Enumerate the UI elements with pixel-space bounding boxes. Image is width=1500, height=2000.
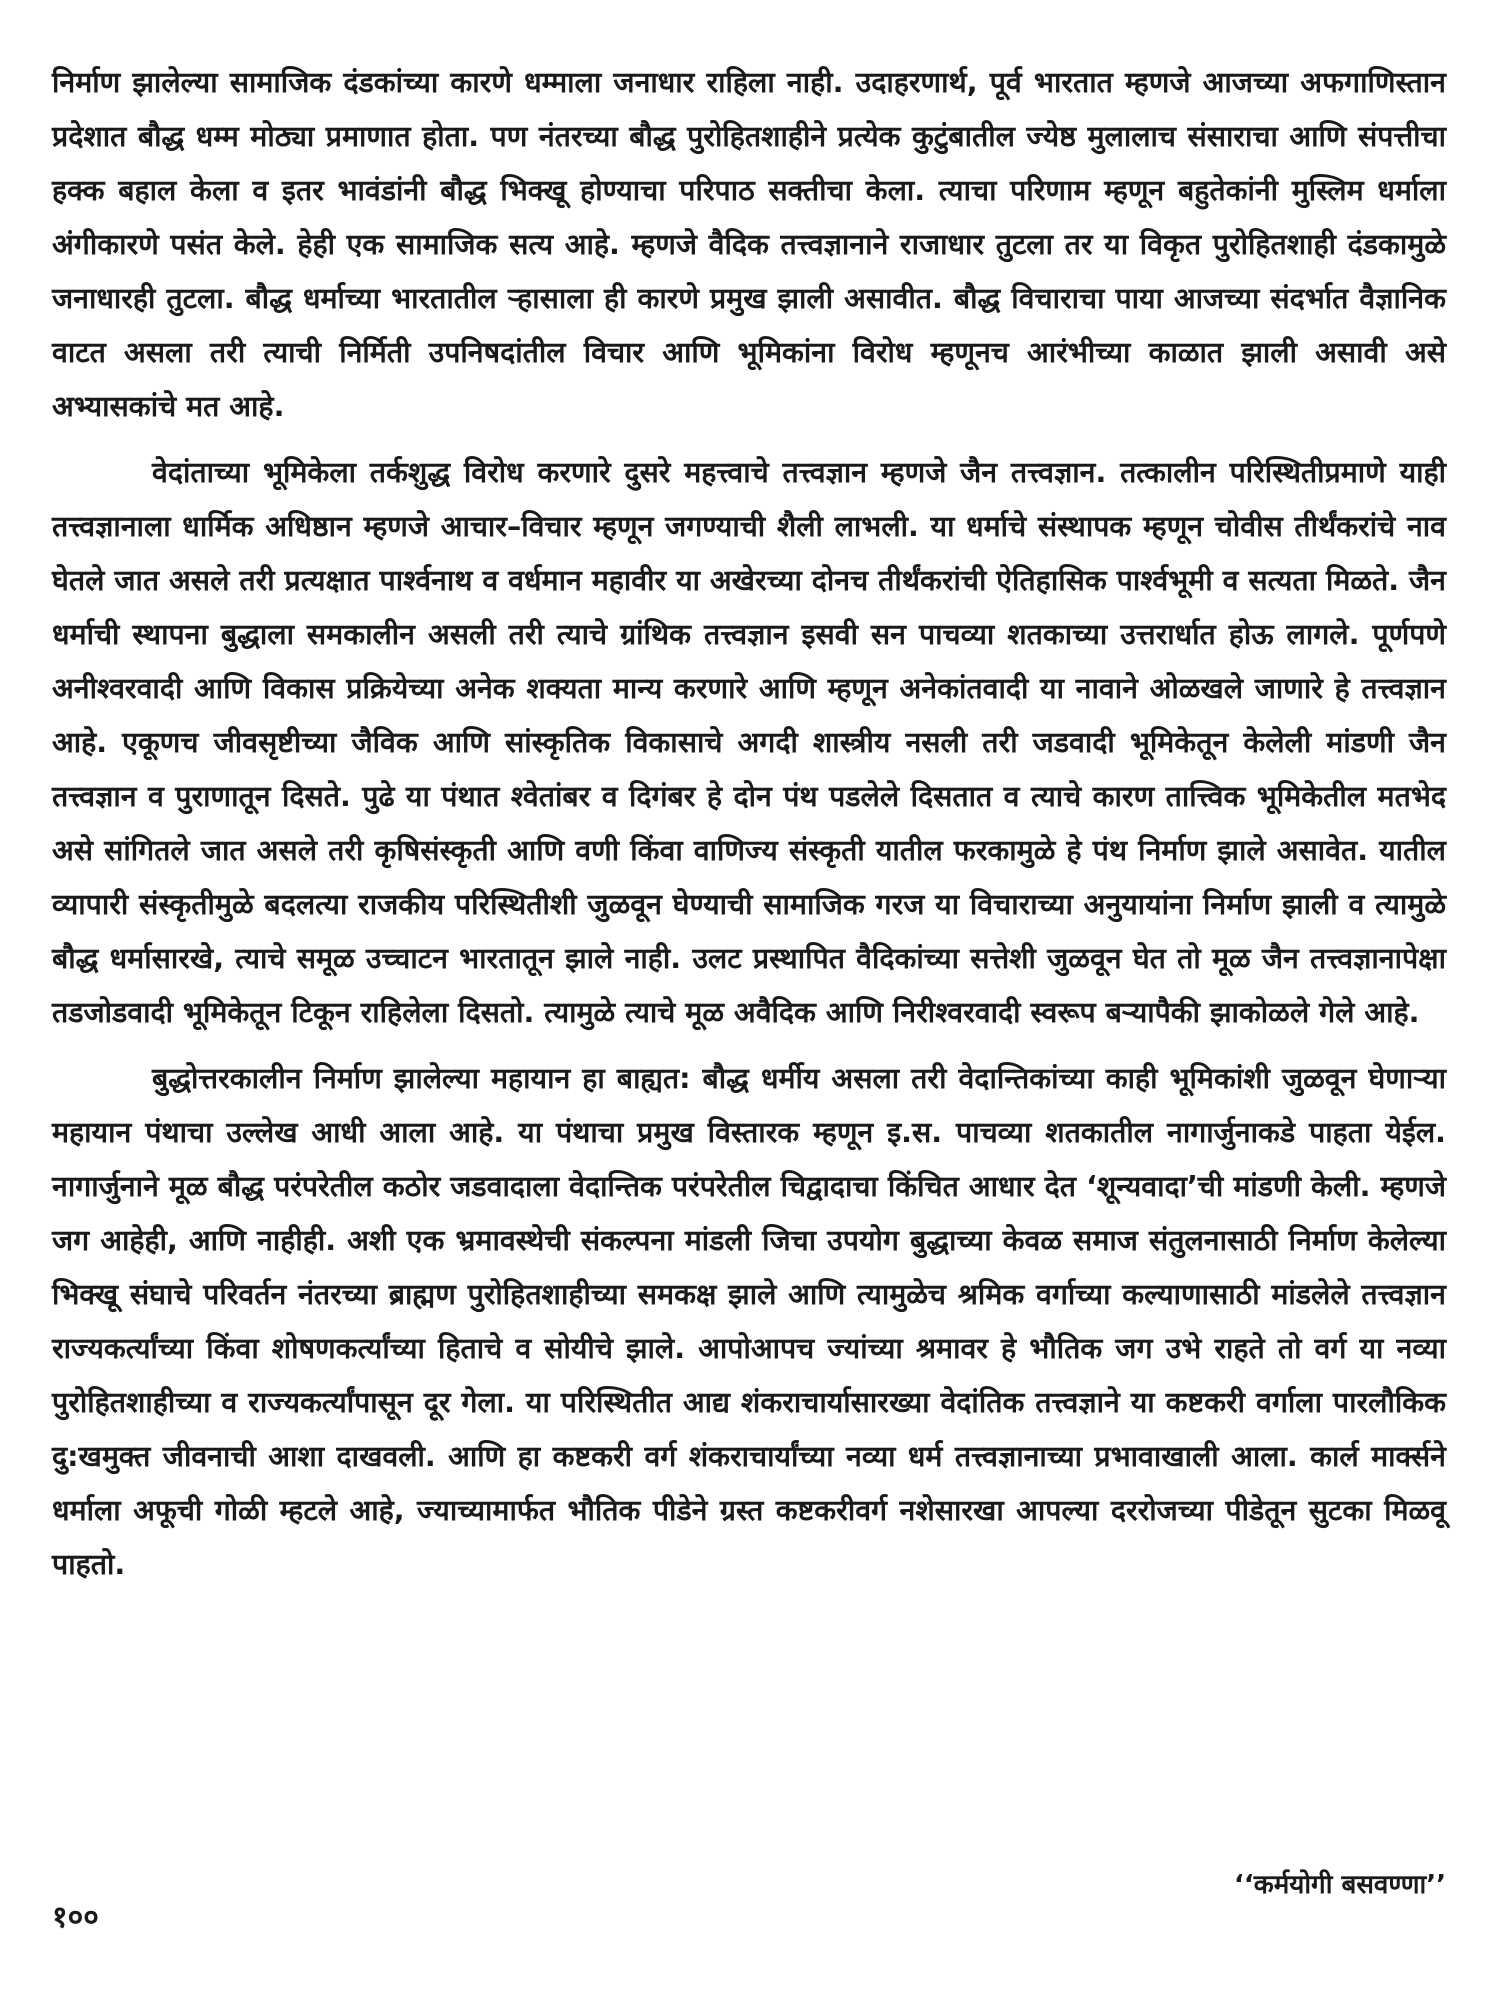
page-number: १०० — [52, 1900, 99, 1935]
paragraph-2: वेदांताच्या भूमिकेला तर्कशुद्ध विरोध करणारे दुसरे महत्त्वाचे तत्त्वज्ञान म्हणजे जैन तत्त्वज्ञान. तत्कालीन परिस्थितीप्रमाणे याही तत्त्वज्ञानाला धार्मिक अधिष्ठान म्हणजे आचार–विचार म्हणून जगण्याची शैली लाभली. या धर्माचे संस्थापक म्हणून चोवीस तीर्थंकरांचे नाव घेतले जात असले तरी प्रत्यक्षात पार्श्वनाथ व वर्धमान महावीर या अखेरच्या दोनच तीर्थंकरांची ऐतिहासिक पार्श्वभूमी व सत्यता मिळते. जैन धर्माची स्थापना बुद्धाला समकालीन असली तरी त्याचे ग्रांथिक तत्त्वज्ञान इसवी सन पाचव्या शतकाच्या उत्तरार्धात होऊ लागले. पूर्णपणे अनीश्वरवादी आणि विकास प्रक्रियेच्या अनेक शक्यता मान्य करणारे आणि म्हणून अनेकांतवादी या नावाने ओळखले जाणारे हे तत्त्वज्ञान आहे. एकूणच जीवसृष्टीच्या जैविक आणि सांस्कृतिक विकासाचे अगदी शास्त्रीय नसली तरी जडवादी भूमिकेतून केलेली मांडणी जैन तत्त्वज्ञान व पुराणातून दिसते. पुढे या पंथात श्वेतांबर व दिगंबर हे दोन पंथ पडलेले दिसतात व त्याचे कारण तात्त्विक भूमिकेतील मतभेद असे सांगितले जात असले तरी कृषिसंस्कृती आणि वणी किंवा वाणिज्य संस्कृती यातील फरकामुळे हे पंथ निर्माण झाले असावेत. यातील व्यापारी संस्कृतीमुळे बदलत्या राजकीय परिस्थितीशी जुळवून घेण्याची सामाजिक गरज या विचाराच्या अनुयायांना निर्माण झाली व त्यामुळे बौद्ध धर्मासारखे, त्याचे समूळ उच्चाटन भारतातून झाले नाही. उलट प्रस्थापित वैदिकांच्या सत्तेशी जुळवून घेत तो मूळ जैन तत्त्वज्ञानापेक्षा तडजोडवादी भूमिकेतून टिकून राहिलेला दिसतो. त्यामुळे त्याचे मूळ अवैदिक आणि निरीश्वरवादी स्वरूप बऱ्यापैकी झाकोळले गेले आहे. — [52, 456, 1446, 1029]
paragraph-1: निर्माण झालेल्या सामाजिक दंडकांच्या कारणे धम्माला जनाधार राहिला नाही. उदाहरणार्थ, पूर्व भारतात म्हणजे आजच्या अफगाणिस्तान प्रदेशात बौद्ध धम्म मोठ्या प्रमाणात होता. पण नंतरच्या बौद्ध पुरोहितशाहीने प्रत्येक कुटुंबातील ज्येष्ठ मुलालाच संसाराचा आणि संपत्तीचा हक्क बहाल केला व इतर भावंडांनी बौद्ध भिक्खू होण्याचा परिपाठ सक्तीचा केला. त्याचा परिणाम म्हणून बहुतेकांनी मुस्लिम धर्माला अंगीकारणे पसंत केले. हेही एक सामाजिक सत्य आहे. म्हणजे वैदिक तत्त्वज्ञानाने राजाधार तुटला तर या विकृत पुरोहितशाही दंडकामुळे जनाधारही तुटला. बौद्ध धर्माच्या भारतातील ऱ्हासाला ही कारणे प्रमुख झाली असावीत. बौद्ध विचाराचा पाया आजच्या संदर्भात वैज्ञानिक वाटत असला तरी त्याची निर्मिती उपनिषदांतील विचार आणि भूमिकांना विरोध म्हणूनच आरंभीच्या काळात झाली असावी असे अभ्यासकांचे मत आहे. — [52, 66, 1446, 423]
page-footer — [52, 1870, 1446, 1945]
running-title: ‘‘कर्मयोगी बसवण्णा’’ — [1233, 1870, 1446, 1900]
page-body — [52, 56, 1446, 1604]
paragraph-3: बुद्धोत्तरकालीन निर्माण झालेल्या महायान हा बाह्यत: बौद्ध धर्मीय असला तरी वेदान्तिकांच्या काही भूमिकांशी जुळवून घेणाऱ्या महायान पंथाचा उल्लेख आधी आला आहे. या पंथाचा प्रमुख विस्तारक म्हणून इ.स. पाचव्या शतकातील नागार्जुनाकडे पाहता येईल. नागार्जुनाने मूळ बौद्ध परंपरेतील कठोर जडवादाला वेदान्तिक परंपरेतील चिद्वादाचा किंचित आधार देत ‘शून्यवादा’ची मांडणी केली. म्हणजे जग आहेही, आणि नाहीही. अशी एक भ्रमावस्थेची संकल्पना मांडली जिचा उपयोग बुद्धाच्या केवळ समाज संतुलनासाठी निर्माण केलेल्या भिक्खू संघाचे परिवर्तन नंतरच्या ब्राह्मण पुरोहितशाहीच्या समकक्ष झाले आणि त्यामुळेच श्रमिक वर्गाच्या कल्याणासाठी मांडलेले तत्त्वज्ञान राज्यकर्त्यांच्या किंवा शोषणकर्त्यांच्या हिताचे व सोयीचे झाले. आपोआपच ज्यांच्या श्रमावर हे भौतिक जग उभे राहते तो वर्ग या नव्या पुरोहितशाहीच्या व राज्यकर्त्यांपासून दूर गेला. या परिस्थितीत आद्य शंकराचार्यासारख्या वेदांतिक तत्त्वज्ञाने या कष्टकरी वर्गाला पारलौकिक दु:खमुक्त जीवनाची आशा दाखवली. आणि हा कष्टकरी वर्ग शंकराचार्यांच्या नव्या धर्म तत्त्वज्ञानाच्या प्रभावाखाली आला. कार्ल मार्क्सने धर्माला अफूची गोळी म्हटले आहे, ज्याच्यामार्फत भौतिक पीडेने ग्रस्त कष्टकरीवर्ग नशेसारखा आपल्या दररोजच्या पीडेतून सुटका मिळवू पाहतो. — [52, 1062, 1446, 1581]
